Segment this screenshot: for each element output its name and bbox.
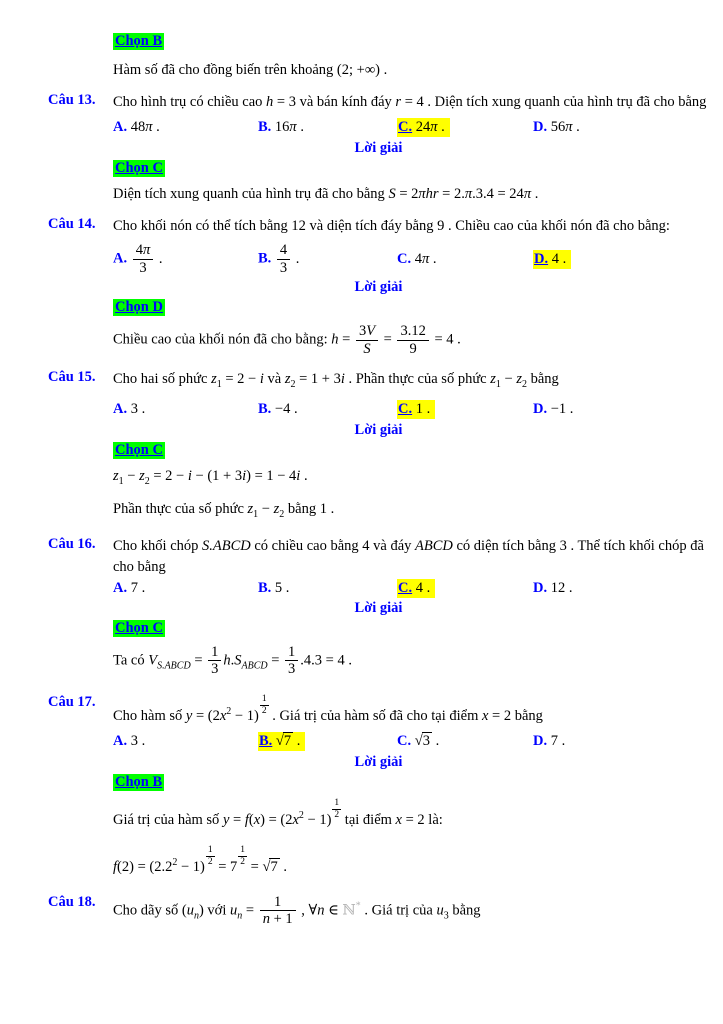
solution-heading: Lời giải bbox=[354, 599, 403, 616]
solution-text-line2: Phần thực của số phức $z_1 - z_2$ bằng 1 . bbox=[113, 500, 335, 520]
solution-text: Chiều cao của khối nón đã cho bằng: h = $\frac{3V}{S}$ = $\frac{3.12}{9}$ = 4 . bbox=[113, 323, 461, 358]
option-d: D. 7 . bbox=[533, 732, 566, 749]
question-label: Câu 13. bbox=[48, 92, 96, 108]
chosen-answer-badge: Chọn D bbox=[115, 299, 163, 316]
chosen-answer-badge: Chọn C bbox=[115, 619, 163, 636]
solution-text: Diện tích xung quanh của hình trụ đã cho bằng S = 2πhr = 2.π.3.4 = 24π . bbox=[113, 186, 539, 202]
question-16-block bbox=[0, 536, 709, 678]
option-a: A. $\frac{4\pi}{3}$ . bbox=[113, 242, 163, 276]
chosen-answer-line bbox=[113, 160, 709, 177]
question-label: Câu 15. bbox=[48, 368, 96, 385]
option-c: C. 4π . bbox=[397, 250, 437, 267]
option-d bbox=[533, 250, 709, 269]
question-label: Câu 17. bbox=[48, 694, 96, 711]
option-d: D. −1 . bbox=[533, 400, 574, 417]
solution-heading: Lời giải bbox=[354, 421, 403, 438]
chosen-answer-line bbox=[113, 774, 709, 791]
options-row bbox=[113, 579, 709, 598]
highlighted-answer: B. √7 . bbox=[258, 732, 305, 751]
option-c bbox=[397, 579, 533, 598]
options-row bbox=[113, 118, 709, 137]
question-17-block bbox=[0, 694, 709, 878]
option-d: D. 56π . bbox=[533, 119, 580, 135]
options-row bbox=[113, 400, 709, 419]
question-14-block bbox=[0, 216, 709, 358]
chosen-answer-line bbox=[113, 442, 709, 459]
question-text: Cho hai số phức $z_1 = 2 - i$ và $z_2 = 1 + 3i$ . Phần thực của số phức $z_1 - z_2$ bằng bbox=[113, 370, 559, 390]
option-a: A. 48π . bbox=[113, 119, 160, 135]
question-text: Cho khối chóp S.ABCD có chiều cao bằng 4 và đáy ABCD có diện tích bằng 3 . Thể tích khối chóp đã cho bằng bbox=[113, 537, 704, 575]
option-a: A. 3 . bbox=[113, 400, 146, 417]
solution-heading: Lời giải bbox=[354, 279, 403, 296]
solution-text-line1: Giá trị của hàm số $y = f(x) = (2x^2 - 1)$ $\frac{1}{2}$ tại điểm x = 2 là: bbox=[113, 797, 443, 828]
chosen-answer-badge: Chọn B bbox=[115, 33, 163, 49]
question-text: Cho dãy số $(u_n)$ với $u_n$ = $\frac{1}{n + 1}$ , ∀n ∈ ℕ* . Giá trị của $u_3$ bằng bbox=[113, 893, 481, 928]
option-b: B. −4 . bbox=[258, 400, 298, 417]
question-label: Câu 14. bbox=[48, 216, 96, 232]
option-b: B. $\frac{4}{3}$ . bbox=[258, 242, 300, 276]
chosen-answer-badge: Chọn C bbox=[115, 441, 163, 458]
chosen-answer-badge: Chọn C bbox=[115, 160, 163, 176]
solution-heading: Lời giải bbox=[354, 753, 403, 770]
solution-text-line2: $f(2) = (2.2^2 - 1)$ $\frac{1}{2}$ = 7 $\frac{1}{2}$ = √7 . bbox=[113, 844, 287, 875]
solution-text-line1: $z_1 - z_2 = 2 - i - (1 + 3i) = 1 - 4i$ . bbox=[113, 467, 308, 487]
prev-chosen-answer-line bbox=[113, 33, 709, 50]
question-text: Cho hàm số $y = (2x^2 - 1)$ $\frac{1}{2}$ . Giá trị của hàm số đã cho tại điểm x = 2 bằng bbox=[113, 694, 543, 724]
option-a: A. 3 . bbox=[113, 732, 146, 749]
options-row bbox=[113, 242, 709, 276]
option-b bbox=[258, 732, 397, 751]
option-c bbox=[397, 118, 533, 137]
option-d: D. 12 . bbox=[533, 579, 573, 596]
question-18-block bbox=[0, 894, 709, 928]
question-label: Câu 16. bbox=[48, 535, 96, 552]
chosen-answer-badge: Chọn B bbox=[115, 773, 163, 790]
option-c: C. √3 . bbox=[397, 732, 440, 749]
option-b: B. 16π . bbox=[258, 119, 304, 135]
options-row bbox=[113, 732, 709, 751]
option-a: A. 7 . bbox=[113, 579, 146, 596]
solution-heading: Lời giải bbox=[354, 140, 403, 156]
question-text: Cho khối nón có thể tích bằng 12 và diện tích đáy bằng 9 . Chiều cao của khối nón đã cho bằng: bbox=[113, 218, 670, 234]
chosen-answer-line bbox=[113, 299, 709, 316]
highlighted-answer: C. 4 . bbox=[397, 579, 435, 598]
option-b: B. 5 . bbox=[258, 579, 290, 596]
solution-text: Ta có $V_{S.ABCD}$ = $\frac{1}{3}$ $h.S_{ABCD}$ = $\frac{1}{3}$ .4.3 = 4 . bbox=[113, 643, 352, 678]
highlighted-answer: D. 4 . bbox=[533, 250, 571, 269]
question-label: Câu 18. bbox=[48, 893, 96, 910]
highlighted-answer: C. 1 . bbox=[397, 400, 435, 419]
question-15-block bbox=[0, 369, 709, 525]
question-text: Cho hình trụ có chiều cao h = 3 và bán kính đáy r = 4 . Diện tích xung quanh của hình trụ đã cho bằng bbox=[113, 94, 707, 110]
option-c bbox=[397, 400, 533, 419]
chosen-answer-line bbox=[113, 620, 709, 637]
question-13-block bbox=[0, 92, 709, 205]
highlighted-answer: C. 24π . bbox=[397, 118, 450, 137]
prev-solution-text: Hàm số đã cho đồng biến trên khoảng (2; +∞) . bbox=[113, 62, 388, 78]
